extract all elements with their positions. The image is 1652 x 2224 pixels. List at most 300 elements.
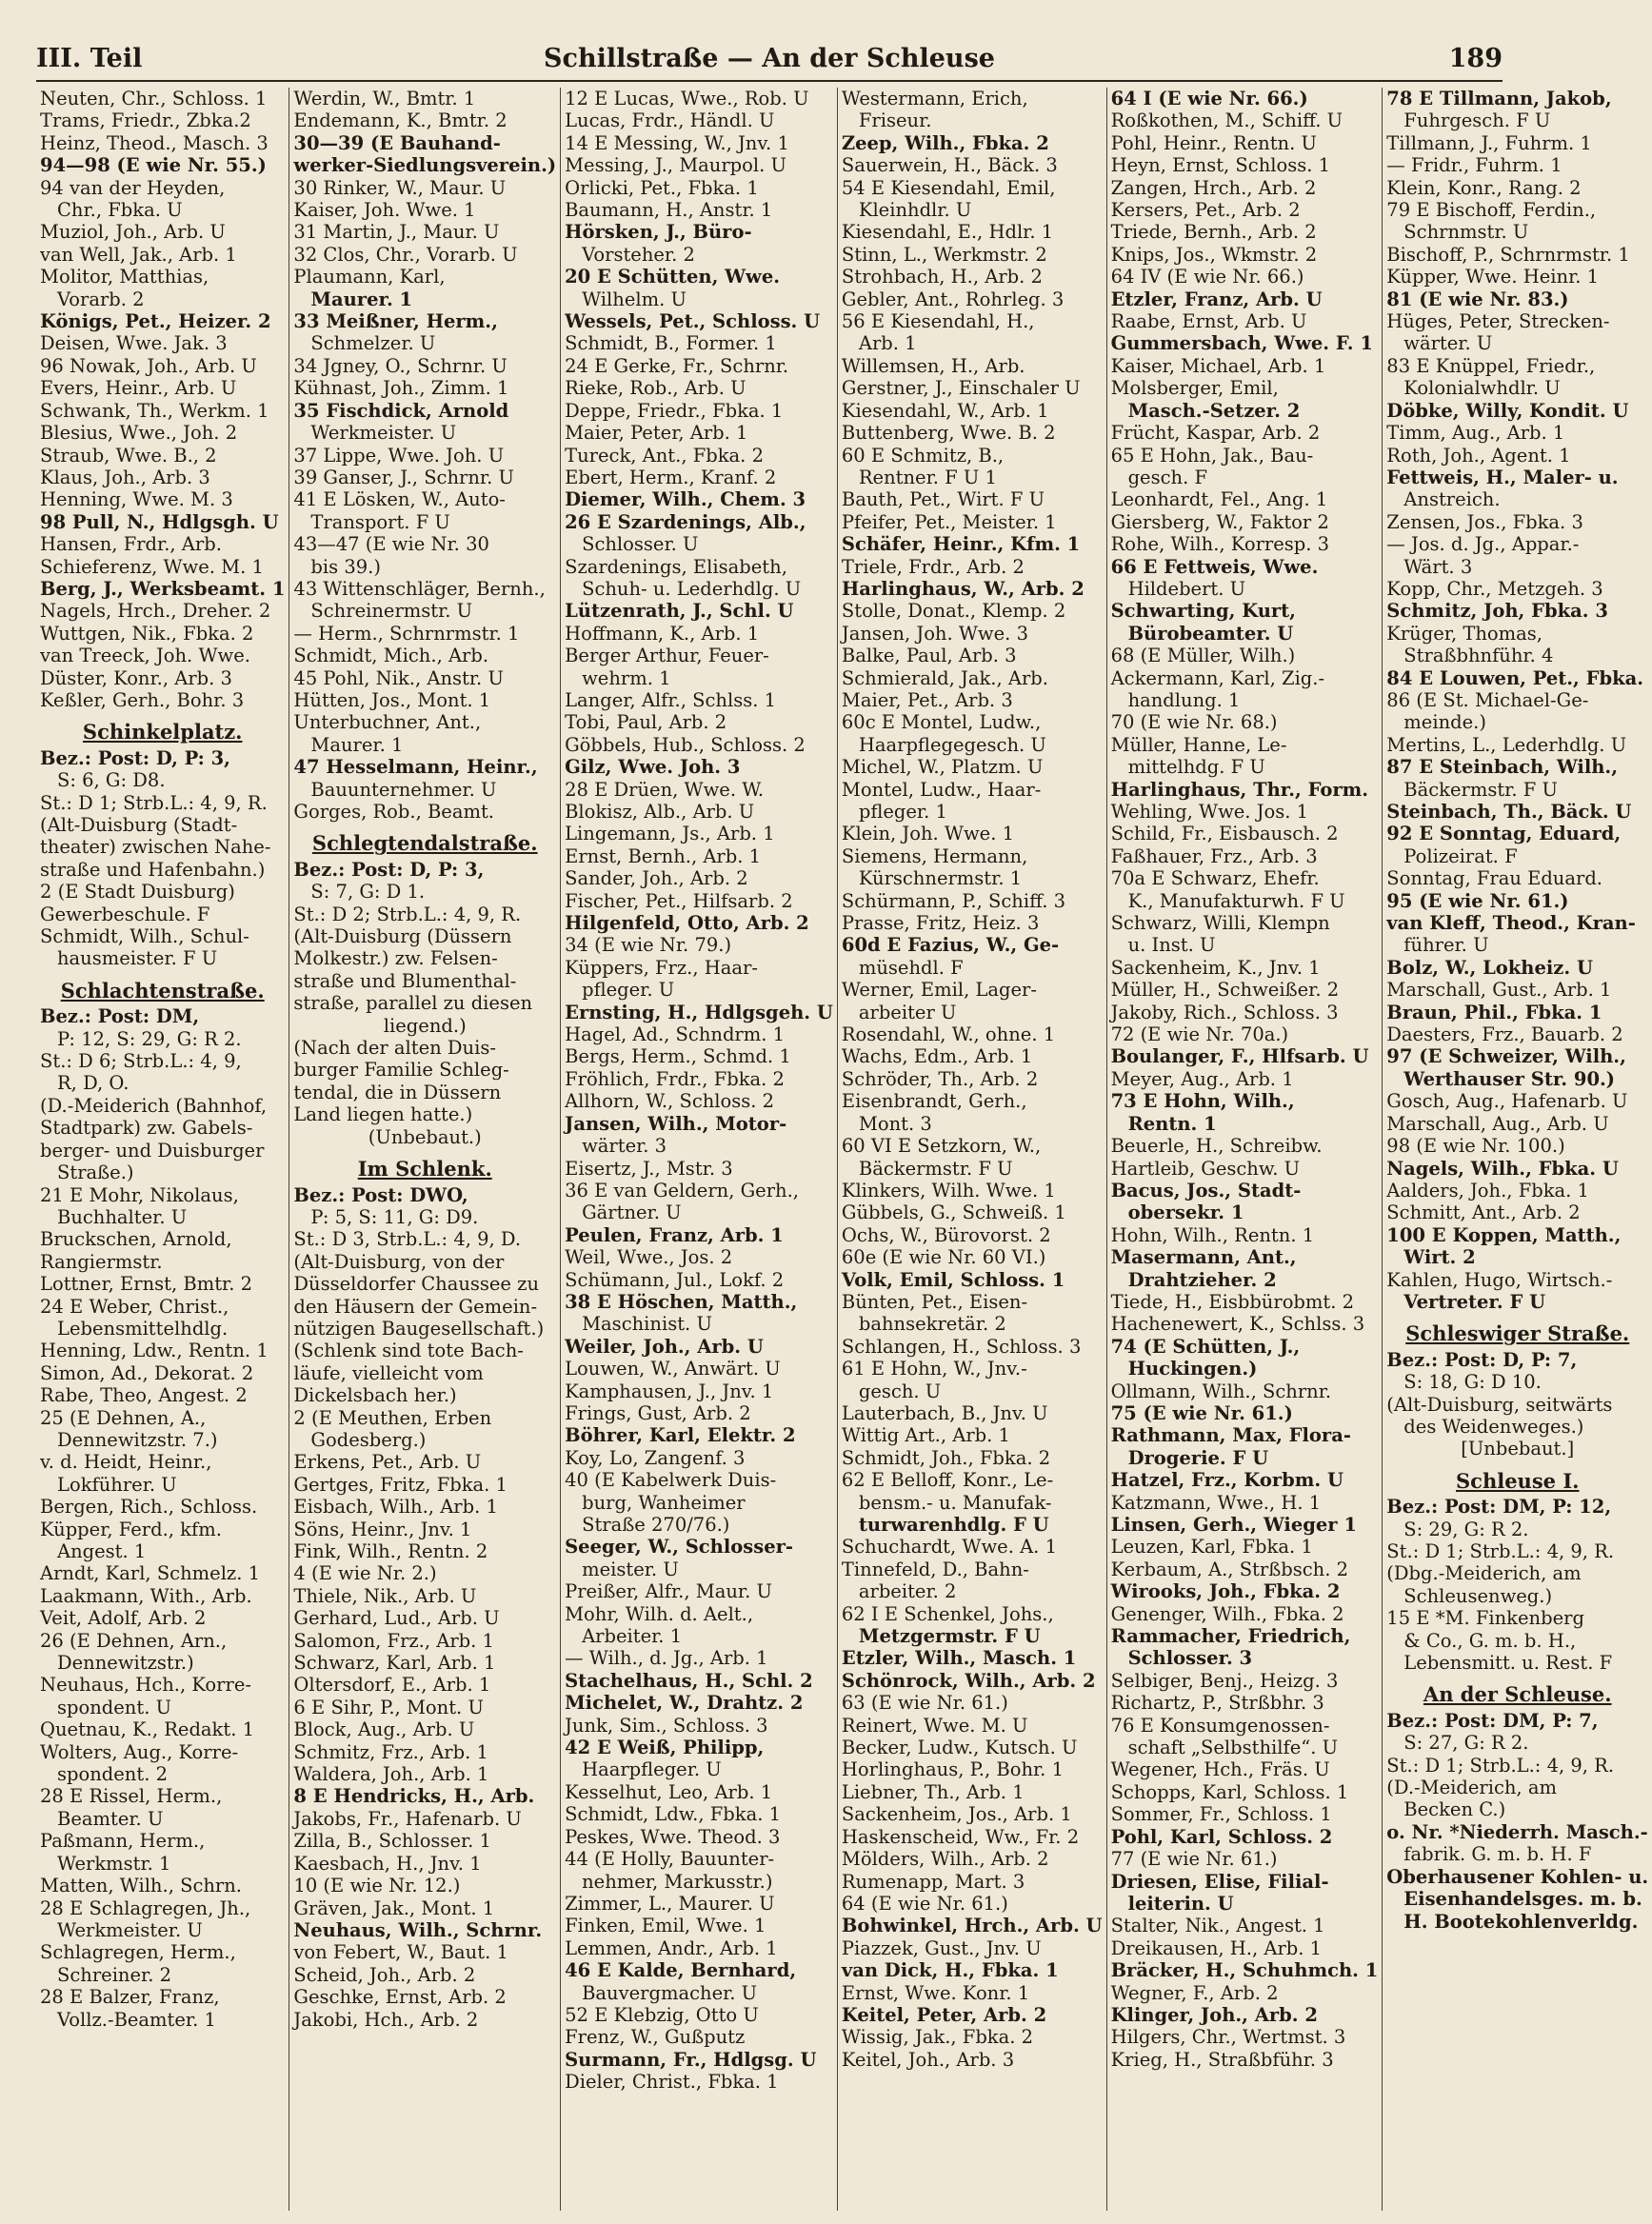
directory-entry: theater) zwischen Nahe- <box>40 836 271 859</box>
directory-entry: Rohe, Wilh., Korresp. 3 <box>1110 533 1330 556</box>
directory-entry: 42 E Weiß, Philipp, <box>565 1737 765 1759</box>
street-heading: An der Schleuse. <box>1423 1682 1612 1707</box>
directory-entry: Raabe, Ernst, Arb. U <box>1110 310 1307 333</box>
directory-entry: Gewerbeschule. F <box>40 903 210 925</box>
directory-entry: 64 I (E wie Nr. 66.) <box>1110 88 1308 109</box>
directory-entry: — Herm., Schrnrmstr. 1 <box>293 622 520 645</box>
directory-entry: 31 Martin, J., Maur. U <box>293 221 500 244</box>
directory-entry: 35 Fischdick, Arnold <box>293 399 509 422</box>
directory-entry: Giersberg, W., Faktor 2 <box>1110 510 1329 533</box>
directory-entry: Schlosser. U <box>582 533 699 556</box>
directory-entry: Werkmstr. 1 <box>57 1852 171 1875</box>
directory-entry: Schopps, Karl, Schloss. 1 <box>1110 1780 1349 1803</box>
directory-entry: Bolz, W., Lokheiz. U <box>1386 956 1593 979</box>
directory-entry: van Treeck, Joh. Wwe. <box>40 645 250 667</box>
directory-entry: Gärtner. U <box>582 1201 682 1224</box>
directory-entry: Marschall, Gust., Arb. 1 <box>1386 979 1612 1002</box>
directory-entry: leiterin. U <box>1127 1892 1234 1915</box>
directory-entry: Küpper, Ferd., kfm. <box>40 1518 222 1540</box>
directory-entry: Zeep, Wilh., Fbka. 2 <box>841 131 1049 154</box>
directory-entry: Böhrer, Karl, Elektr. 2 <box>565 1424 796 1447</box>
directory-entry: 43 Wittenschläger, Bernh., <box>293 577 546 600</box>
directory-entry: Rentner. F U 1 <box>858 466 997 488</box>
directory-entry: Stinn, L., Werkmstr. 2 <box>841 243 1047 266</box>
directory-entry: liegend.) <box>383 1014 467 1037</box>
directory-entry: St.: D 3, Strb.L.: 4, 9, D. <box>293 1228 522 1251</box>
directory-entry: Roßkothen, M., Schiff. U <box>1110 109 1343 132</box>
directory-entry: Huckingen.) <box>1127 1358 1258 1380</box>
directory-entry: Gerhard, Lud., Arb. U <box>293 1607 500 1630</box>
directory-entry: 70a E Schwarz, Ehefr. <box>1110 867 1320 890</box>
directory-entry: Göbbels, Hub., Schloss. 2 <box>565 733 806 756</box>
directory-entry: handlung. 1 <box>1127 688 1241 711</box>
directory-entry: hausmeister. F U <box>57 947 218 970</box>
directory-entry: Gummersbach, Wwe. F. 1 <box>1110 332 1373 355</box>
directory-entry: Heinz, Theod., Masch. 3 <box>40 131 269 154</box>
directory-entry: Keitel, Joh., Arb. 3 <box>841 2048 1015 2071</box>
directory-entry: Bohwinkel, Hrch., Arb. U <box>841 1915 1103 1937</box>
directory-entry: Allhorn, W., Schloss. 2 <box>565 1090 775 1113</box>
directory-entry: Piazzek, Gust., Jnv. U <box>841 1936 1042 1959</box>
directory-entry: Frenz, W., Gußputz <box>565 2026 746 2049</box>
directory-entry: Bez.: Post: D, P: 3, <box>40 746 230 769</box>
directory-entry: Boulanger, F., Hlfsarb. U <box>1110 1045 1369 1068</box>
directory-entry: Frücht, Kaspar, Arb. 2 <box>1110 422 1321 445</box>
directory-entry: 26 (E Dehnen, Arn., <box>40 1629 228 1652</box>
directory-entry: Straßbhnführ. 4 <box>1403 645 1554 667</box>
directory-entry: Ochs, W., Bürovorst. 2 <box>841 1223 1051 1246</box>
directory-entry: Bünten, Pet., Eisen- <box>841 1290 1028 1313</box>
directory-entry: Maschinist. U <box>582 1313 712 1336</box>
directory-entry: Roth, Joh., Agent. 1 <box>1386 444 1571 467</box>
directory-entry: 32 Clos, Chr., Vorarb. U <box>293 243 518 266</box>
directory-entry: Bacus, Jos., Stadt- <box>1110 1179 1302 1201</box>
directory-entry: Hachenewert, K., Schlss. 3 <box>1110 1313 1365 1336</box>
directory-entry: Buchhalter. U <box>57 1205 188 1228</box>
directory-entry: Schmierald, Jak., Arb. <box>841 666 1048 689</box>
directory-entry: Haskenscheid, Ww., Fr. 2 <box>841 1825 1080 1848</box>
directory-entry: Bez.: Post: D, P: 3, <box>293 858 485 881</box>
directory-entry: Schmidt, Ldw., Fbka. 1 <box>565 1803 782 1826</box>
directory-entry: gesch. F <box>1127 466 1207 488</box>
directory-entry: Schmitt, Ant., Arb. 2 <box>1386 1201 1581 1224</box>
directory-entry: Sackenheim, K., Jnv. 1 <box>1110 956 1321 979</box>
directory-entry: Kamphausen, J., Jnv. 1 <box>565 1380 774 1402</box>
directory-entry: Dickelsbach her.) <box>293 1384 457 1407</box>
directory-entry: Zensen, Jos., Fbka. 3 <box>1386 510 1583 533</box>
directory-entry: Scheid, Joh., Arb. 2 <box>293 1963 476 1986</box>
directory-entry: 78 E Tillmann, Jakob, <box>1386 88 1612 109</box>
directory-entry: Triele, Frdr., Arb. 2 <box>841 555 1025 578</box>
directory-entry: Bergs, Herm., Schmd. 1 <box>565 1045 791 1068</box>
directory-entry: Dreikausen, H., Arb. 1 <box>1110 1936 1323 1959</box>
street-heading: Im Schlenk. <box>357 1157 492 1182</box>
directory-entry: Ernst, Wwe. Konr. 1 <box>841 1981 1030 2004</box>
directory-entry: Evers, Heinr., Arb. U <box>40 377 237 400</box>
directory-entry: S: 6, G: D8. <box>57 769 166 792</box>
directory-entry: 46 E Kalde, Bernhard, <box>565 1959 797 1982</box>
directory-entry: van Kleff, Theod., Kran- <box>1386 912 1636 935</box>
directory-entry: 47 Hesselmann, Heinr., <box>293 756 538 779</box>
directory-entry: Schmidt, B., Former. 1 <box>565 332 777 355</box>
directory-entry: Erkens, Pet., Arb. U <box>293 1451 482 1474</box>
directory-entry: Maurer. 1 <box>310 288 413 310</box>
directory-entry: bensm.- u. Manufak- <box>858 1491 1052 1514</box>
directory-entry: Müller, Hanne, Le- <box>1110 733 1287 756</box>
directory-entry: Neuten, Chr., Schloss. 1 <box>40 88 268 109</box>
directory-entry: Mont. 3 <box>858 1112 932 1135</box>
directory-entry: Schlosser. 3 <box>1127 1647 1253 1670</box>
directory-entry: Sackenheim, Jos., Arb. 1 <box>841 1803 1072 1826</box>
directory-entry: Drahtzieher. 2 <box>1127 1268 1277 1291</box>
street-heading: Schleuse I. <box>1456 1468 1580 1493</box>
directory-entry: Lebensmitt. u. Rest. F <box>1403 1652 1613 1675</box>
directory-entry: (Schlenk sind tote Bach- <box>293 1340 524 1362</box>
directory-entry: Sonntag, Frau Eduard. <box>1386 867 1602 890</box>
directory-entry: Horlinghaus, P., Bohr. 1 <box>841 1758 1064 1781</box>
directory-entry: Dennewitzstr. 7.) <box>57 1428 218 1451</box>
directory-entry: 56 E Kiesendahl, H., <box>841 310 1035 333</box>
directory-entry: Rumenapp, Mart. 3 <box>841 1870 1025 1893</box>
directory-entry: Lebensmittelhdlg. <box>57 1317 229 1340</box>
directory-entry: Kaiser, Joh. Wwe. 1 <box>293 199 476 222</box>
directory-entry: Land liegen hatte.) <box>293 1103 473 1126</box>
directory-entry: P: 5, S: 11, G: D9. <box>310 1205 479 1228</box>
directory-entry: Nagels, Hrch., Dreher. 2 <box>40 600 271 623</box>
directory-entry: Schreinermstr. U <box>310 600 473 623</box>
directory-entry: R, D, O. <box>57 1072 129 1095</box>
directory-entry: Muziol, Joh., Arb. U <box>40 221 226 244</box>
page-number: 189 <box>1448 44 1503 73</box>
directory-entry: Kerbaum, A., Strßbsch. 2 <box>1110 1558 1349 1580</box>
directory-entry: Michelet, W., Drahtz. 2 <box>565 1692 804 1715</box>
directory-entry: — Jos. d. Jg., Appar.- <box>1386 533 1580 556</box>
directory-entry: burg, Wanheimer <box>582 1491 746 1514</box>
directory-entry: Rabe, Theo, Angest. 2 <box>40 1384 248 1407</box>
directory-entry: wehrm. 1 <box>582 666 671 689</box>
directory-entry: 68 (E Müller, Wilh.) <box>1110 645 1296 667</box>
directory-entry: Hilgers, Chr., Wertmst. 3 <box>1110 2026 1346 2049</box>
directory-entry: Wehling, Wwe. Jos. 1 <box>1110 801 1309 823</box>
directory-entry: Baumann, H., Anstr. 1 <box>565 199 773 222</box>
directory-entry: Stalter, Nik., Angest. 1 <box>1110 1915 1325 1937</box>
directory-entry: fabrik. G. m. b. H. F <box>1403 1843 1592 1866</box>
directory-entry: Wirooks, Joh., Fbka. 2 <box>1110 1580 1341 1603</box>
directory-entry: 60 VI E Setzkorn, W., <box>841 1135 1042 1158</box>
directory-entry: Jansen, Joh. Wwe. 3 <box>841 622 1028 645</box>
directory-entry: Wegener, Hch., Fräs. U <box>1110 1758 1330 1781</box>
directory-entry: schaft „Selbsthilfe“. U <box>1127 1737 1339 1759</box>
directory-entry: 12 E Lucas, Wwe., Rob. U <box>565 88 809 109</box>
directory-entry: Westermann, Erich, <box>841 88 1028 109</box>
directory-entry: Klinkers, Wilh. Wwe. 1 <box>841 1179 1056 1201</box>
directory-entry: Reinert, Wwe. M. U <box>841 1714 1028 1737</box>
directory-entry: 36 E van Geldern, Gerh., <box>565 1179 799 1201</box>
directory-entry: Anstreich. <box>1403 488 1501 511</box>
directory-entry: 39 Ganser, J., Schrnr. U <box>293 466 514 488</box>
directory-entry: Schönrock, Wilh., Arb. 2 <box>841 1669 1096 1692</box>
directory-entry: Wirt. 2 <box>1403 1246 1476 1269</box>
directory-entry: spondent. 2 <box>57 1763 169 1786</box>
directory-entry: Kleinhdlr. U <box>858 199 972 222</box>
directory-entry: Mölders, Wilh., Arb. 2 <box>841 1848 1049 1871</box>
directory-entry: Hagel, Ad., Schndrm. 1 <box>565 1023 786 1046</box>
directory-entry: Fröhlich, Frdr., Fbka. 2 <box>565 1067 785 1090</box>
directory-entry: Waldera, Joh., Arb. 1 <box>293 1763 489 1786</box>
directory-entry: 6 E Sihr, P., Mont. U <box>293 1696 484 1718</box>
directory-entry: 15 E *M. Finkenberg <box>1386 1607 1584 1630</box>
directory-entry: Hartleib, Geschw. U <box>1110 1157 1301 1180</box>
directory-entry: Harlinghaus, Thr., Form. <box>1110 778 1369 801</box>
directory-entry: straße, parallel zu diesen <box>293 992 533 1015</box>
directory-entry: 96 Nowak, Joh., Arb. U <box>40 354 257 377</box>
directory-entry: Gorges, Rob., Beamt. <box>293 801 494 823</box>
directory-entry: 64 (E wie Nr. 61.) <box>841 1892 1008 1915</box>
directory-entry: Bauvergmacher. U <box>582 1981 758 2004</box>
directory-entry: Schmidt, Wilh., Schul- <box>40 925 249 948</box>
directory-entry: Mohr, Wilh. d. Aelt., <box>565 1602 754 1625</box>
directory-entry: Rangiermstr. <box>40 1250 163 1273</box>
directory-entry: Lucas, Frdr., Händl. U <box>565 109 775 132</box>
directory-entry: Pohl, Heinr., Rentn. U <box>1110 131 1317 154</box>
directory-entry: Marschall, Aug., Arb. U <box>1386 1112 1609 1135</box>
directory-entry: Gilz, Wwe. Joh. 3 <box>565 756 741 779</box>
directory-entry: Hilgenfeld, Otto, Arb. 2 <box>565 912 809 935</box>
directory-entry: Meyer, Aug., Arb. 1 <box>1110 1067 1294 1090</box>
directory-entry: straße und Hafenbahn.) <box>40 858 266 881</box>
directory-entry: Knips, Jos., Wkmstr. 2 <box>1110 243 1318 266</box>
directory-entry: Lauterbach, B., Jnv. U <box>841 1401 1048 1424</box>
directory-entry: Angest. 1 <box>57 1540 147 1562</box>
directory-entry: Klein, Konr., Rang. 2 <box>1386 176 1582 199</box>
directory-entry: 33 Meißner, Herm., <box>293 310 498 333</box>
directory-entry: Weil, Wwe., Jos. 2 <box>565 1246 733 1269</box>
directory-entry: Szardenings, Elisabeth, <box>565 555 787 578</box>
directory-entry: Laakmann, With., Arb. <box>40 1584 252 1607</box>
directory-entry: Schlagregen, Herm., <box>40 1941 236 1964</box>
directory-entry: Arbeiter. 1 <box>582 1625 683 1648</box>
directory-entry: Berg, J., Werksbeamt. 1 <box>40 577 286 600</box>
directory-entry: Arb. 1 <box>858 332 917 355</box>
directory-entry: 73 E Hohn, Wilh., <box>1110 1090 1295 1113</box>
directory-entry: 34 Jgney, O., Schrnr. U <box>293 354 508 377</box>
directory-entry: 34 (E wie Nr. 79.) <box>565 934 732 957</box>
directory-entry: (Nach der alten Duis- <box>293 1037 496 1060</box>
directory-entry: Rieke, Rob., Arb. U <box>565 377 746 400</box>
directory-entry: Eisenhandelsges. m. b. <box>1403 1888 1642 1911</box>
directory-entry: Braun, Phil., Fbka. 1 <box>1386 1001 1602 1023</box>
directory-entry: wärter. 3 <box>582 1135 667 1158</box>
directory-entry: Ollmann, Wilh., Schrnr. <box>1110 1380 1332 1402</box>
directory-entry: Straße.) <box>57 1162 134 1184</box>
directory-entry: Plaumann, Karl, <box>293 266 446 288</box>
directory-entry: Kaiser, Michael, Arb. 1 <box>1110 354 1326 377</box>
directory-entry: Fink, Wilh., Rentn. 2 <box>293 1540 488 1562</box>
directory-entry: Stachelhaus, H., Schl. 2 <box>565 1669 813 1692</box>
directory-entry: 97 (E Schweizer, Wilh., <box>1386 1045 1626 1068</box>
directory-entry: Bischoff, P., Schrnrmstr. 1 <box>1386 243 1630 266</box>
directory-entry: 28 E Rissel, Herm., <box>40 1785 223 1808</box>
directory-entry: Werthauser Str. 90.) <box>1403 1067 1616 1090</box>
directory-entry: Neuhaus, Wilh., Schrnr. <box>293 1918 543 1941</box>
directory-entry: & Co., G. m. b. H., <box>1403 1629 1577 1652</box>
directory-entry: Küpper, Wwe. Heinr. 1 <box>1386 266 1600 288</box>
directory-entry: Zimmer, L., Maurer. U <box>565 1892 775 1915</box>
directory-entry: 40 (E Kabelwerk Duis- <box>565 1469 777 1492</box>
directory-column <box>561 88 838 2211</box>
directory-entry: Kühnast, Joh., Zimm. 1 <box>293 377 509 400</box>
directory-entry: Metzgermstr. F U <box>858 1625 1041 1648</box>
directory-column <box>36 88 289 2211</box>
directory-entry: 43—47 (E wie Nr. 30 <box>293 533 489 556</box>
directory-entry: S: 29, G: R 2. <box>1403 1518 1529 1540</box>
directory-entry: arbeiter U <box>858 1001 957 1023</box>
directory-entry: Maurer. 1 <box>310 733 404 756</box>
directory-entry: — Fridr., Fuhrm. 1 <box>1386 154 1562 177</box>
directory-entry: Polizeirat. F <box>1403 844 1518 867</box>
directory-entry: (D.-Meiderich (Bahnhof, <box>40 1094 268 1117</box>
directory-entry: Dennewitzstr.) <box>57 1652 194 1675</box>
directory-entry: Becker, Ludw., Kutsch. U <box>841 1737 1078 1759</box>
directory-entry: P: 12, S: 29, G: R 2. <box>57 1027 242 1050</box>
directory-entry: Kürschnermstr. 1 <box>858 867 1023 890</box>
directory-entry: Vertreter. F U <box>1403 1290 1546 1313</box>
directory-entry: 79 E Bischoff, Ferdin., <box>1386 199 1597 222</box>
directory-entry: Blokisz, Alb., Arb. U <box>565 801 755 823</box>
directory-entry: Lemmen, Andr., Arb. 1 <box>565 1936 778 1959</box>
directory-entry: 4 (E wie Nr. 2.) <box>293 1562 437 1585</box>
directory-entry: Blesius, Wwe., Joh. 2 <box>40 422 238 445</box>
directory-entry: Schlangen, H., Schloss. 3 <box>841 1335 1082 1358</box>
directory-entry: Werdin, W., Bmtr. 1 <box>293 88 476 109</box>
directory-entry: Schmidt, Mich., Arb. <box>293 645 489 667</box>
directory-entry: Berger Arthur, Feuer- <box>565 645 769 667</box>
directory-entry: Bez.: Post: DWO, <box>293 1183 468 1206</box>
directory-entry: 26 E Szardenings, Alb., <box>565 510 806 533</box>
directory-entry: 28 E Drüen, Wwe. W. <box>565 778 765 801</box>
directory-entry: Stadtpark) zw. Gabels- <box>40 1117 253 1140</box>
directory-entry: obersekr. 1 <box>1127 1201 1244 1224</box>
directory-entry: Wachs, Edm., Arb. 1 <box>841 1045 1033 1068</box>
directory-entry: 24 E Weber, Christ., <box>40 1295 229 1318</box>
directory-entry: Wittig Art., Arb. 1 <box>841 1424 1010 1447</box>
directory-entry: Veit, Adolf, Arb. 2 <box>40 1607 207 1630</box>
directory-entry: Deppe, Friedr., Fbka. 1 <box>565 399 784 422</box>
directory-entry: Schwarting, Kurt, <box>1110 600 1296 623</box>
directory-entry: Preißer, Alfr., Maur. U <box>565 1580 772 1603</box>
directory-entry: 60c E Montel, Ludw., <box>841 711 1042 734</box>
directory-entry: pfleger. 1 <box>858 801 947 823</box>
directory-entry: Hörsken, J., Büro- <box>565 221 752 244</box>
directory-entry: Liebner, Th., Arb. 1 <box>841 1780 1025 1803</box>
directory-entry: 37 Lippe, Wwe. Joh. U <box>293 444 505 467</box>
directory-entry: Bäckermstr. F U <box>1403 778 1558 801</box>
directory-entry: Tobi, Paul, Arb. 2 <box>565 711 727 734</box>
directory-entry: u. Inst. U <box>1127 934 1216 957</box>
directory-entry: tendal, die in Düssern <box>293 1081 502 1103</box>
directory-entry: Werner, Emil, Lager- <box>841 979 1037 1002</box>
directory-entry: Kaesbach, H., Jnv. 1 <box>293 1852 482 1875</box>
directory-entry: Schröder, Th., Arb. 2 <box>841 1067 1039 1090</box>
directory-entry: von Febert, W., Baut. 1 <box>293 1941 508 1964</box>
directory-entry: Wolters, Aug., Korre- <box>40 1740 239 1763</box>
directory-entry: Haarpfleger. U <box>582 1758 722 1781</box>
directory-entry: Siemens, Hermann, <box>841 844 1028 867</box>
directory-entry: (Unbebaut.) <box>368 1125 482 1148</box>
directory-entry: Hohn, Wilh., Rentn. 1 <box>1110 1223 1315 1246</box>
directory-entry: 63 (E wie Nr. 61.) <box>841 1692 1008 1715</box>
directory-entry: Selbiger, Benj., Heizg. 3 <box>1110 1669 1339 1692</box>
directory-entry: meinde.) <box>1403 711 1486 734</box>
directory-entry: Schuh- u. Lederhdlg. U <box>582 577 802 600</box>
directory-entry: Schieferenz, Wwe. M. 1 <box>40 555 264 578</box>
directory-entry: Peulen, Franz, Arb. 1 <box>565 1223 784 1246</box>
directory-entry: Straub, Wwe. B., 2 <box>40 444 217 467</box>
directory-entry: 24 E Gerke, Fr., Schrnr. <box>565 354 789 377</box>
directory-entry: van Dick, H., Fbka. 1 <box>841 1959 1059 1982</box>
directory-entry: Gebler, Ant., Rohrleg. 3 <box>841 288 1065 310</box>
directory-entry: Quetnau, K., Redakt. 1 <box>40 1718 255 1741</box>
directory-entry: Molsberger, Emil, <box>1110 377 1279 400</box>
directory-entry: nehmer, Markusstr.) <box>582 1870 773 1893</box>
directory-entry: Simon, Ad., Dekorat. 2 <box>40 1361 254 1384</box>
directory-entry: Schmitz, Frz., Arb. 1 <box>293 1740 488 1763</box>
directory-entry: Thiele, Nik., Arb. U <box>293 1584 477 1607</box>
directory-entry: Balke, Paul, Arb. 3 <box>841 645 1017 667</box>
directory-entry: St.: D 1; Strb.L.: 4, 9, R. <box>40 791 268 814</box>
directory-entry: 76 E Konsumgenossen- <box>1110 1714 1330 1737</box>
directory-entry: S: 18, G: D 10. <box>1403 1371 1542 1394</box>
directory-entry: pfleger. U <box>582 979 675 1002</box>
directory-entry: Neuhaus, Hch., Korre- <box>40 1674 251 1697</box>
directory-entry: Müller, H., Schweißer. 2 <box>1110 979 1340 1002</box>
directory-entry: Louwen, W., Anwärt. U <box>565 1358 781 1380</box>
directory-entry: Tinnefeld, D., Bahn- <box>841 1558 1029 1580</box>
directory-entry: Krüger, Thomas, <box>1386 622 1543 645</box>
directory-entry: Michel, W., Platzm. U <box>841 756 1044 779</box>
directory-entry: Bräcker, H., Schuhmch. 1 <box>1110 1959 1379 1982</box>
directory-entry: Godesberg.) <box>310 1428 427 1451</box>
directory-entry: Hoffmann, K., Arb. 1 <box>565 622 760 645</box>
directory-entry: Ernst, Bernh., Arb. 1 <box>565 844 762 867</box>
directory-entry: Strohbach, H., Arb. 2 <box>841 266 1043 288</box>
directory-entry: Kesselhut, Leo, Arb. 1 <box>565 1780 773 1803</box>
directory-entry: Bez.: Post: DM, P: 7, <box>1386 1709 1599 1732</box>
directory-entry: 8 E Hendricks, H., Arb. <box>293 1785 535 1808</box>
directory-entry: Klinger, Joh., Arb. 2 <box>1110 2003 1318 2026</box>
directory-entry: 62 I E Schenkel, Johs., <box>841 1602 1054 1625</box>
directory-entry: Werkmeister. U <box>57 1918 203 1941</box>
directory-entry: Buttenberg, Wwe. B. 2 <box>841 422 1056 445</box>
directory-entry: straße und Blumenthal- <box>293 969 517 992</box>
directory-entry: Kahlen, Hugo, Wirtsch.- <box>1386 1268 1613 1291</box>
directory-entry: Faßhauer, Frz., Arb. 3 <box>1110 844 1318 867</box>
directory-column <box>1383 88 1652 2211</box>
directory-entry: Eisertz, J., Mstr. 3 <box>565 1157 733 1180</box>
directory-entry: Beuerle, H., Schreibw. <box>1110 1135 1323 1158</box>
directory-entry: Junk, Sim., Schloss. 3 <box>565 1714 768 1737</box>
directory-entry: 30 Rinker, W., Maur. U <box>293 176 507 199</box>
directory-entry: Bruckschen, Arnold, <box>40 1228 232 1251</box>
directory-entry: Tillmann, J., Fuhrm. 1 <box>1386 131 1592 154</box>
directory-column <box>838 88 1107 2211</box>
directory-entry: Deisen, Wwe. Jak. 3 <box>40 332 228 355</box>
directory-entry: Bergen, Rich., Schloss. <box>40 1496 258 1519</box>
directory-entry: Arndt, Karl, Schmelz. 1 <box>40 1562 261 1585</box>
directory-entry: nützigen Baugesellschaft.) <box>293 1317 545 1340</box>
directory-entry: (Alt-Duisburg, seitwärts <box>1386 1393 1613 1416</box>
directory-entry: Gübbels, G., Schweiß. 1 <box>841 1201 1066 1224</box>
